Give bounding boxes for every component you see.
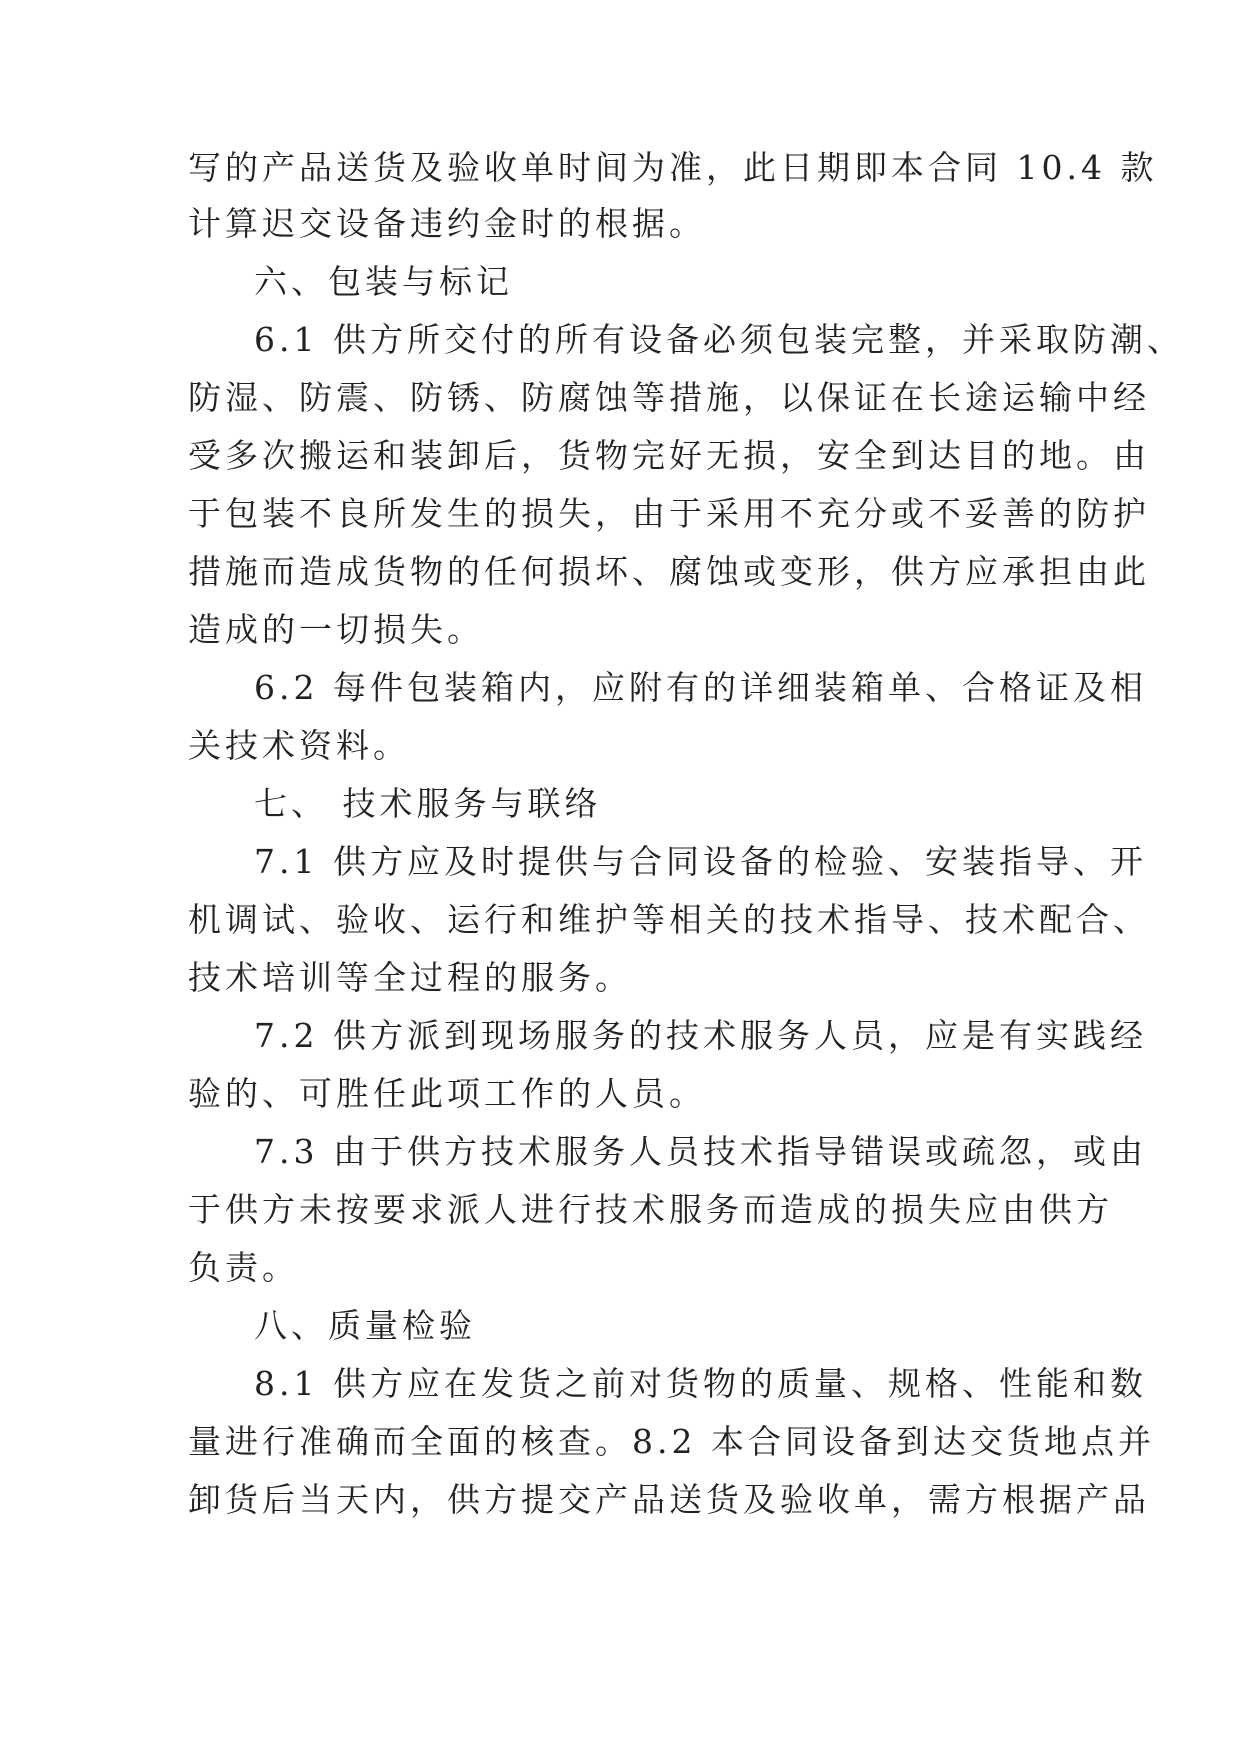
section-heading-6: 六、包装与标记 (254, 262, 513, 301)
text-line: 8.1 供方应在发货之前对货物的质量、规格、性能和数 (254, 1364, 1147, 1403)
text-line: 措施而造成货物的任何损坏、腐蚀或变形，供方应承担由此 (188, 552, 1150, 591)
text-line: 负责。 (188, 1248, 299, 1287)
section-heading-8: 八、质量检验 (254, 1306, 476, 1345)
section-heading-7: 七、 技术服务与联络 (254, 784, 602, 823)
text-line: 写的产品送货及验收单时间为准，此日期即本合同 10.4 款 (188, 148, 1158, 187)
text-line: 7.1 供方应及时提供与合同设备的检验、安装指导、开 (254, 842, 1147, 881)
text-line: 计算迟交设备违约金时的根据。 (188, 204, 706, 243)
text-line: 防湿、防震、防锈、防腐蚀等措施，以保证在长途运输中经 (188, 378, 1150, 417)
text-line: 7.2 供方派到现场服务的技术服务人员，应是有实践经 (254, 1016, 1147, 1055)
text-line: 于包装不良所发生的损失，由于采用不充分或不妥善的防护 (188, 494, 1150, 533)
text-line: 于供方未按要求派人进行技术服务而造成的损失应由供方 (188, 1190, 1113, 1229)
text-line: 关技术资料。 (188, 726, 410, 765)
text-line: 6.1 供方所交付的所有设备必须包装完整，并采取防潮、 (254, 320, 1184, 359)
text-line: 6.2 每件包装箱内，应附有的详细装箱单、合格证及相 (254, 668, 1147, 707)
text-line: 机调试、验收、运行和维护等相关的技术指导、技术配合、 (188, 900, 1150, 939)
text-line: 技术培训等全过程的服务。 (188, 958, 632, 997)
text-line: 造成的一切损失。 (188, 610, 484, 649)
text-line: 卸货后当天内，供方提交产品送货及验收单，需方根据产品 (188, 1480, 1150, 1519)
text-line: 7.3 由于供方技术服务人员技术指导错误或疏忽，或由 (254, 1132, 1147, 1171)
text-line: 验的、可胜任此项工作的人员。 (188, 1074, 706, 1113)
text-line: 受多次搬运和装卸后，货物完好无损，安全到达目的地。由 (188, 436, 1150, 475)
text-line: 量进行准确而全面的核查。8.2 本合同设备到达交货地点并 (188, 1422, 1155, 1461)
